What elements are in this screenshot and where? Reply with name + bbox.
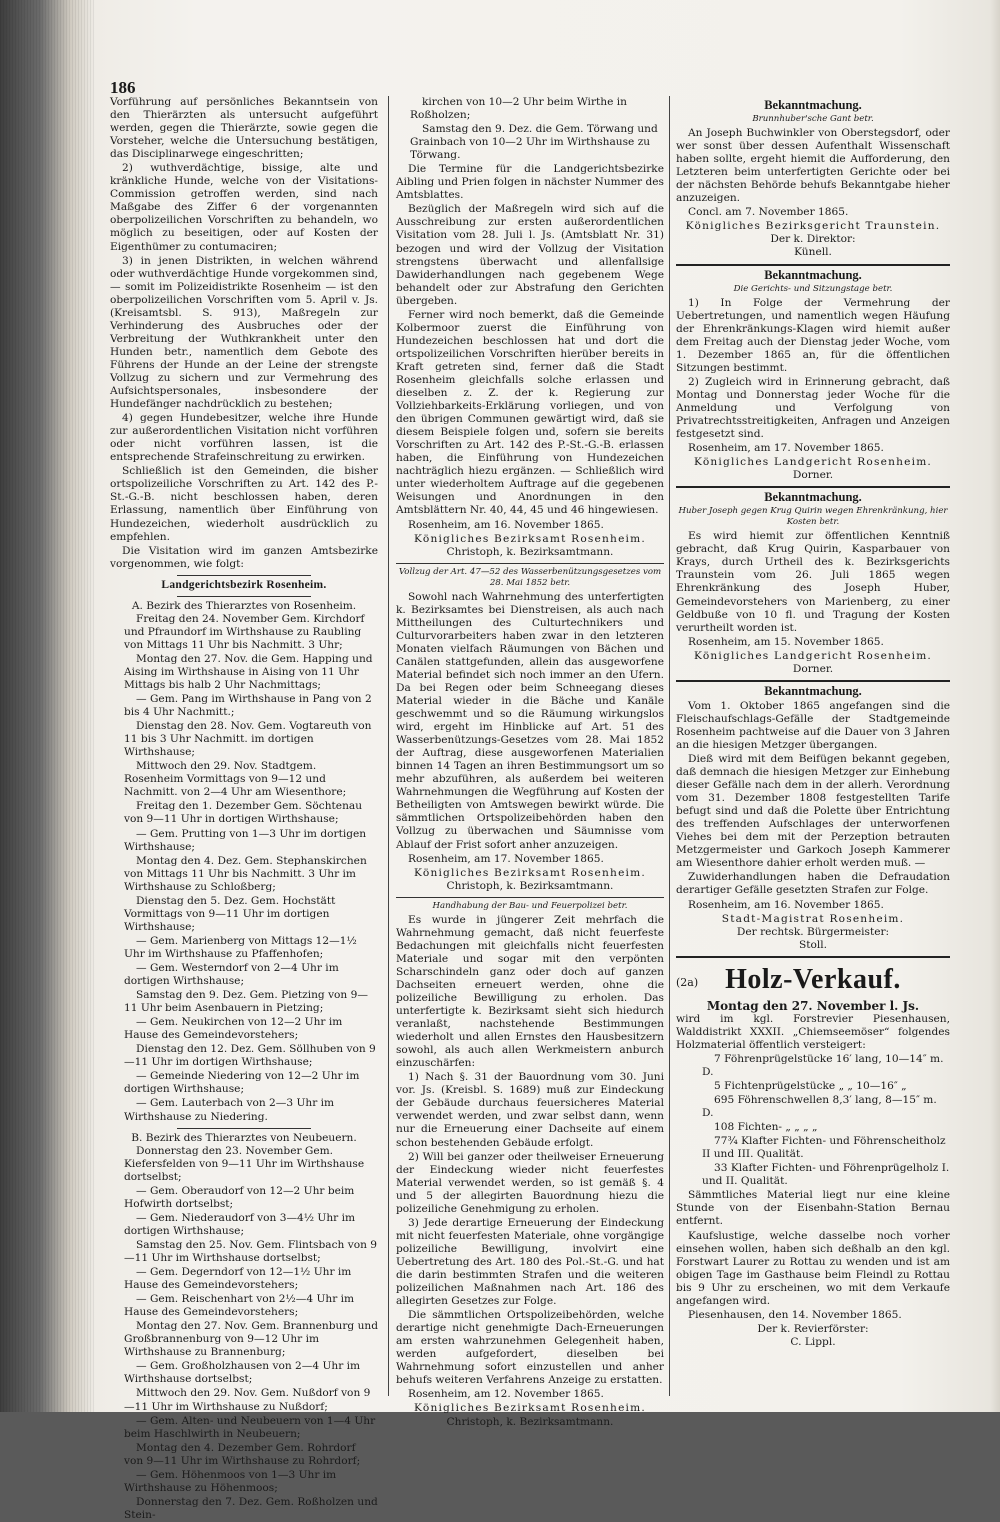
wood-lot-list bbox=[676, 1053, 950, 1188]
notice-date: Rosenheim, am 17. November 1865. bbox=[688, 442, 884, 455]
schedule-entry: Samstag den 25. Nov. Gem. Flintsbach von 9—11 Uhr im Wirthshause dortselbst; bbox=[124, 1238, 378, 1264]
page-number: 186 bbox=[110, 78, 136, 97]
notice-date: Rosenheim, am 12. November 1865. bbox=[408, 1388, 604, 1401]
schedule-entry: Samstag den 9. Dez. Gem. Pietzing von 9—11 Uhr beim Asenbauern in Pietzing; bbox=[124, 989, 368, 1015]
signature: C. Lippl. bbox=[790, 1335, 836, 1348]
schedule-entry: — Gem. Degerndorf von 12—1½ Uhr im Hause des Gemeindevorstehers; bbox=[124, 1266, 352, 1292]
newspaper-page bbox=[110, 66, 950, 1521]
schedule-entry: Mittwoch den 29. Nov. Stadtgem. Rosenheim Vormittags von 9—12 und Nachmitt. von 2—4 Uhr am Wiesenthore; bbox=[124, 760, 347, 799]
notice-date: Rosenheim, am 15. November 1865. bbox=[688, 635, 884, 648]
schedule-entry: Dienstag den 5. Dez. Gem. Hochstätt Vormittags von 9—11 Uhr im dortigen Wirthshause; bbox=[124, 894, 336, 933]
signature: Künell. bbox=[794, 246, 832, 259]
notice-date: Rosenheim, am 16. November 1865. bbox=[408, 518, 604, 531]
paragraph: 1) Nach §. 31 der Bauordnung vom 30. Juni vor. Js. (Kreisbl. S. 1689) muß zur Eindeckung der Gebäude durchaus feuersicheres Material verwendet werden, und zwar selbst dann, wenn nur die Erneuerung einer Dachseite auf einem schon bestehenden Gebäude erfolgt. bbox=[396, 1071, 664, 1149]
divider bbox=[676, 680, 950, 682]
notice-subject: Handhabung der Bau- und Feuerpolizei betr. bbox=[432, 900, 628, 911]
signature: Christoph, k. Bezirksamtmann. bbox=[446, 1415, 614, 1428]
divider bbox=[676, 486, 950, 488]
issuing-office: Königliches Bezirksgericht Traunstein. bbox=[685, 220, 941, 233]
paragraph: Dieß wird mit dem Beifügen bekannt gegeben, daß demnach die hiesigen Metzger zur Einhebung dieser Gefälle nach dem in der allerh. Verordnung vom 31. Dezember 1808 festgestellten Tarife befugt sind und daß die Polette über Entrichtung des treffenden Aufschlages der unterworfenen Viehes bei dem mit der Perzeption betrauten Metzgermeister und Garkoch Joseph Kammerer am Wiesenthore dahier erholt werden muß. — bbox=[676, 753, 950, 870]
schedule-entry: Mittwoch den 29. Nov. Gem. Nußdorf von 9—11 Uhr im Wirthshause zu Nußdorf; bbox=[124, 1387, 371, 1413]
wood-lot-item: 695 Föhrenschwellen 8,3′ lang, 8—15″ m. D. bbox=[702, 1094, 937, 1120]
schedule-entry: — Gem. Marienberg von Mittags 12—1½ Uhr im Wirthshause zu Pfaffenhofen; bbox=[124, 934, 357, 960]
divider bbox=[177, 596, 311, 597]
notice-subject: Huber Joseph gegen Krug Quirin wegen Ehrenkränkung, hier Kosten betr. bbox=[678, 506, 948, 528]
column-1 bbox=[110, 96, 378, 1521]
notice-title: Bekanntmachung. bbox=[764, 683, 862, 698]
signature: Christoph, k. Bezirksamtmann. bbox=[446, 879, 614, 892]
wood-lot-item: 33 Klafter Fichten- und Föhrenprügelholz I. und II. Qualität. bbox=[702, 1162, 950, 1188]
divider bbox=[676, 264, 950, 266]
signer-role: Der rechtsk. Bürgermeister: bbox=[736, 925, 890, 938]
schedule-entry: — Gem. Lauterbach von 2—3 Uhr im Wirthshause zu Niedering. bbox=[124, 1097, 335, 1123]
schedule-entry: Samstag den 9. Dez. die Gem. Törwang und Grainbach von 10—2 Uhr im Wirthshause zu Törwang. bbox=[410, 123, 658, 162]
divider bbox=[676, 956, 950, 958]
paragraph: 2) Zugleich wird in Erinnerung gebracht, daß Montag und Donnerstag jeder Woche für die Anmeldung und Verfolgung von Privatrechtsstreitigkeiten, Anfragen und Anzeigen festgesetzt sind. bbox=[676, 375, 950, 441]
paragraph: Es wurde in jüngerer Zeit mehrfach die Wahrnehmung gemacht, daß nicht feuerfeste Bedachungen mit gleichfalls nicht feuerfesten Materiale und sogar mit den verpönten Scharschindeln ganz oder doch auf ganzen Dachseiten erneuert werden, ohne die polizeiliche Bewilligung zu erholen. Das unterfertigte k. Bezirksamt sieht sich hiedurch veranlaßt, nachstehende Bestimmungen wiederholt und allen Ernstes den Hausbesitzern sowohl, als auch allen Werkmeistern anburch einzuschärfen: bbox=[396, 913, 664, 1070]
schedule-entry: Montag den 4. Dezember Gem. Rohrdorf von 9—11 Uhr im Wirthshause zu Rohrdorf; bbox=[124, 1441, 361, 1467]
signature: Christoph, k. Bezirksamtmann. bbox=[446, 545, 614, 558]
signer-role: Der k. Direktor: bbox=[770, 233, 856, 246]
paragraph: Sowohl nach Wahrnehmung des unterfertigten k. Bezirksamtes bei Dienstreisen, als auch nach Mittheilungen des Culturtechnikers und Culturvorarbeiters haben zwar in den letzteren Monaten vielfach Räumungen von Bächen und Canälen stattgefunden, allein das ausgeworfene Material befindet sich noch immer an den Ufern. Da bei Regen oder beim Schneegang dieses Material wieder in die Bäche und Kanäle geschwemmt und so die Räumung wirkungslos wird, ergeht im Hinblicke auf Art. 51 des Wasserbenützungs-Gesetzes vom 28. Mai 1852 der Auftrag, diese ausgeworfenen Materialien binnen 14 Tagen an ihren Bestimmungsort um so mehr abzuführen, als außerdem bei weiteren Wahrnehmungen die Wegführung auf Kosten der Betheiligten von Amtswegen bewirkt würde. Die sämmtlichen Ortspolizeibehörden haben den Vollzug zu überwachen und Säumnisse vom Ablauf der Frist sofort anher anzuzeigen. bbox=[396, 590, 664, 851]
paragraph: 2) Will bei ganzer oder theilweiser Erneuerung der Eindeckung wieder nicht feuerfestes Material verwendet werden, so ist gemäß §. 4 und 5 der allegirten Bauordnung hiezu die polizeiliche Genehmigung zu erholen. bbox=[396, 1150, 664, 1215]
paragraph: Vom 1. Oktober 1865 angefangen sind die Fleischaufschlags-Gefälle der Stadtgemeinde Rosenheim pachtweise auf die Dauer von 3 Jahren an die hiesigen Metzger übergangen. bbox=[676, 699, 950, 751]
paragraph: Vorführung auf persönliches Bekanntsein von den Thierärzten als untersucht aufgeführt werden, gegen die Thierärzte, sowie gegen die Vorsteher, welche die Untersuchung bestätigen, das Disciplinarwege eingeschritten; bbox=[110, 96, 378, 161]
paragraph: wird im kgl. Forstrevier Piesenhausen, Walddistrikt XXXII. „Chiemseemöser“ folgendes Holzmaterial öffentlich versteigert: bbox=[676, 1012, 950, 1051]
divider bbox=[396, 897, 664, 898]
signature: Dorner. bbox=[792, 469, 834, 482]
issuing-office: Königliches Bezirksamt Rosenheim. bbox=[414, 866, 646, 879]
paragraph: Kaufslustige, welche dasselbe noch vorher einsehen wollen, haben sich deßhalb an den kgl. Forstwart Laurer zu Rottau zu wenden und ist am obigen Tage im Gasthause beim Fleindl zu Rottau bis 9 Uhr zu erscheinen, wo mit dem Verkaufe angefangen wird. bbox=[676, 1229, 950, 1307]
signature: Stoll. bbox=[798, 938, 828, 951]
issuing-office: Stadt-Magistrat Rosenheim. bbox=[721, 912, 905, 925]
notice-date: Concl. am 7. November 1865. bbox=[688, 206, 849, 219]
schedule-entry: Donnerstag den 23. November Gem. Kiefersfelden von 9—11 Uhr im Wirthshause dortselbst; bbox=[124, 1144, 365, 1183]
divider bbox=[396, 563, 664, 564]
schedule-entry: — Gem. Reischenhart von 2½—4 Uhr im Hause des Gemeindevorstehers; bbox=[124, 1293, 355, 1319]
section-heading: A. Bezirk des Thierarztes von Rosenheim. bbox=[131, 599, 357, 612]
paragraph: Bezüglich der Maßregeln wird sich auf die Ausschreibung zur ersten außerordentlichen Visitation vom 28. Juli l. Js. (Amtsblatt Nr. 31) bezogen und wird der Vollzug der Visitation strengstens überwacht und allenfallsige Dawiderhandlungen nach gegebenem Wege behandelt oder zur Abstrafung den Gerichten übergeben. bbox=[396, 203, 664, 307]
paragraph: 3) in jenen Distrikten, in welchen während oder wuthverdächtige Hunde vorgekommen sind, — somit im Polizeidistrikte Rosenheim — ist den oberpolizeilichen Vorschriften vom 5. April v. Js. (Kreisamtsbl. S. 913), Maßregeln zur Verhinderung des Ausbruches oder der Verbreitung der Wuthkrankheit unter den Hunden betr., namentlich dem Gebote des Führens der Hunde an der Leine der strengste Vollzug zu sichern und zur Vermehrung des Aufsichtspersonales, insbesondere der Hundefänger nachdrücklich zu bestehen; bbox=[110, 254, 378, 411]
schedule-entry: Montag den 4. Dez. Gem. Stephanskirchen von Mittags 11 Uhr bis Nachmitt. 3 Uhr im Wirthshause zu Schloßberg; bbox=[124, 854, 367, 893]
divider bbox=[177, 1128, 311, 1129]
book-gutter-edge bbox=[0, 0, 95, 1412]
column-divider bbox=[388, 96, 389, 1396]
notice-title: Bekanntmachung. bbox=[764, 490, 862, 505]
schedule-entry: — Gem. Alten- und Neubeuern von 1—4 Uhr beim Haschlwirth in Neubeuern; bbox=[124, 1414, 376, 1440]
schedule-entry: — Gem. Großholzhausen von 2—4 Uhr im Wirthshause dortselbst; bbox=[124, 1360, 361, 1386]
notice-date: Rosenheim, am 17. November 1865. bbox=[408, 852, 604, 865]
paragraph: Es wird hiemit zur öffentlichen Kenntniß gebracht, daß Krug Quirin, Kasparbauer von Krays, durch Urtheil des k. Bezirksgerichts Traunstein vom 26. Juli 1865 wegen Ehrenkränkung des Joseph Huber, Gemeindevorstehers von Marienberg, zu einer Geldbuße von 10 fl. und Tragung der Kosten verurtheilt worden ist. bbox=[676, 530, 950, 634]
schedule-entry: Donnerstag den 7. Dez. Gem. Roßholzen und Stein- bbox=[124, 1495, 378, 1521]
notice-subject: Die Gerichts- und Sitzungstage betr. bbox=[733, 283, 893, 294]
wood-lot-item: 77¾ Klafter Fichten- und Föhrenscheitholz II und III. Qualität. bbox=[702, 1135, 946, 1161]
notice-subject: Brunnhuber'sche Gant betr. bbox=[752, 114, 874, 125]
schedule-entry: kirchen von 10—2 Uhr beim Wirthe in Roßholzen; bbox=[410, 96, 627, 122]
schedule-entry: — Gemeinde Niedering von 12—2 Uhr im dortigen Wirthshause; bbox=[124, 1070, 360, 1096]
paragraph: Schließlich ist den Gemeinden, die bisher ortspolizeiliche Vorschriften zu Art. 142 des P.-St.-G.-B. nicht beschlossen haben, deren Erlassung, namentlich über Einführung von Hundezeichen, wiederholt ausdrücklich zu empfehlen. bbox=[110, 465, 378, 543]
schedule-entry: — Gem. Neukirchen von 12—2 Uhr im Hause des Gemeindevorstehers; bbox=[124, 1016, 343, 1042]
wood-lot-item: 7 Föhrenprügelstücke 16′ lang, 10—14″ m. D. bbox=[702, 1052, 944, 1078]
schedule-entry: Montag den 27. Nov. Gem. Brannenburg und Großbrannenburg von 9—12 Uhr im Wirthshause zu Brannenburg; bbox=[124, 1320, 378, 1359]
schedule-entry: — Gem. Westerndorf von 2—4 Uhr im dortigen Wirthshause; bbox=[124, 962, 339, 988]
schedule-entry: Dienstag den 28. Nov. Gem. Vogtareuth von 11 bis 3 Uhr Nachmitt. im dortigen Wirthshause; bbox=[124, 720, 372, 759]
notice-date: Rosenheim, am 16. November 1865. bbox=[688, 898, 884, 911]
paragraph: 3) Jede derartige Erneuerung der Eindeckung mit nicht feuerfesten Materiale, ohne vorgängige polizeiliche Bewilligung, involvirt eine Uebertretung des Art. 180 des Pol.-St.-G. und hat die darin bestimmten Strafen und die weiteren polizeilichen Maßnahmen nach Art. 186 des allegirten Gesetzes zur Folge. bbox=[396, 1216, 664, 1308]
notice-title: Bekanntmachung. bbox=[764, 267, 862, 282]
paragraph: Sämmtliches Material liegt nur eine kleine Stunde von der Eisenbahn-Station Bernau entfernt. bbox=[676, 1189, 950, 1228]
divider bbox=[177, 575, 311, 576]
paragraph: Zuwiderhandlungen haben die Defraudation derartiger Gefälle gesetzten Strafen zur Folge. bbox=[676, 871, 950, 897]
ad-number: (2a) bbox=[676, 975, 699, 989]
schedule-entry: — Gem. Höhenmoos von 1—3 Uhr im Wirthshause zu Höhenmoos; bbox=[124, 1468, 337, 1494]
column-divider bbox=[669, 96, 670, 1396]
schedule-entry: Dienstag den 12. Dez. Gem. Söllhuben von 9—11 Uhr im dortigen Wirthshause; bbox=[124, 1043, 376, 1069]
paragraph: 2) wuthverdächtige, bissige, alte und kränkliche Hunde, welche von der Visitations-Commission getroffen werden, sind nach Maßgabe des Ziffer 6 der vorgenannten oberpolizeilichen Vorschriften zu behandeln, wo möglich zu beseitigen, oder auf Kosten der Eigenthümer zu contumaciren; bbox=[110, 162, 378, 253]
paragraph: Die Termine für die Landgerichtsbezirke Aibling und Prien folgen in nächster Nummer des Amtsblattes. bbox=[396, 163, 664, 202]
schedule-list bbox=[110, 1145, 378, 1522]
schedule-entry: — Gem. Pang im Wirthshause in Pang von 2 bis 4 Uhr Nachmitt.; bbox=[124, 693, 372, 719]
paragraph: 1) In Folge der Vermehrung der Uebertretungen, und namentlich wegen Häufung der Ehrenkränkungs-Klagen wird hiemit außer dem Freitag auch der Dienstag jeder Woche, vom 1. Dezember 1865 an, für die öffentlichen Sitzungen bestimmt. bbox=[676, 296, 950, 374]
section-heading: B. Bezirk des Thierarztes von Neubeuern. bbox=[131, 1131, 357, 1144]
paragraph: Die Visitation wird im ganzen Amtsbezirke vorgenommen, wie folgt: bbox=[110, 544, 378, 570]
column-2 bbox=[396, 96, 664, 1428]
schedule-list bbox=[110, 613, 378, 1124]
advert-title: Holz-Verkauf. bbox=[725, 963, 901, 995]
district-title: Landgerichtsbezirk Rosenheim. bbox=[161, 578, 327, 591]
paragraph: An Joseph Buchwinkler von Oberstegsdorf, oder wer sonst über dessen Aufenthalt Wissenschaft haben sollte, ergeht hiemit die Aufforderung, den Letzteren beim unterfertigten Gerichte oder bei der nächsten Behörde behufs Bekanntgabe hieher anzuzeigen. bbox=[676, 127, 950, 205]
paragraph: Die sämmtlichen Ortspolizeibehörden, welche derartige nicht genehmigte Dach-Erneuerungen am ersten wahrzunehmen Gelegenheit haben, werden aufgefordert, dieselben bei Wahrnehmung sofort einzustellen und anher behufs weiteren Verfahrens Anzeige zu erstatten. bbox=[396, 1309, 664, 1387]
paragraph: 4) gegen Hundebesitzer, welche ihre Hunde zur außerordentlichen Visitation nicht vorführen oder nicht vorführen lassen, ist die entsprechende Strafeinschreitung zu erwirken. bbox=[110, 412, 378, 464]
schedule-entry: Freitag den 24. November Gem. Kirchdorf und Pfraundorf im Wirthshause zu Raubling von Mittags 11 Uhr bis Nachmitt. 3 Uhr; bbox=[124, 612, 365, 651]
auction-date: Montag den 27. November l. Js. bbox=[706, 998, 920, 1013]
issuing-office: Königliches Bezirksamt Rosenheim. bbox=[414, 1402, 646, 1415]
schedule-entry: Montag den 27. Nov. die Gem. Happing und Aising im Wirthshause in Aising von 11 Uhr Mittags bis halb 2 Uhr Nachmittags; bbox=[124, 652, 373, 692]
paragraph: Ferner wird noch bemerkt, daß die Gemeinde Kolbermoor zuerst die Einführung von Hundezeichen beschlossen hat und dort die ortspolizeilichen Vorschriften hierüber bereits in Kraft getreten sind, ferner daß die Stadt Rosenheim gleichfalls solche erlassen und dieselben z. Z. der k. Regierung zur Vollziehbarkeits-Erklärung vorliegen, und von den übrigen Communen gewärtigt wird, daß sie diesem Beispiele folgen und, sofern sie bereits Vorschriften zu Art. 142 des P.-St.-G.-B. erlassen haben, die Einführung von Hundezeichen nachträglich hiezu ergänzen. — Schließlich wird unter wiederholtem Auftrage auf die gegebenen Weisungen und Anordnungen in den Amtsblättern Nr. 40, 44, 45 und 46 hingewiesen. bbox=[396, 308, 664, 517]
notice-subject: Vollzug der Art. 47—52 des Wasserbenützungsgesetzes vom 28. Mai 1852 betr. bbox=[398, 566, 662, 588]
notice-title: Bekanntmachung. bbox=[764, 98, 862, 112]
schedule-entry: Freitag den 1. Dezember Gem. Söchtenau von 9—11 Uhr in dortigen Wirthshause; bbox=[124, 800, 363, 826]
issuing-office: Königliches Landgericht Rosenheim. bbox=[693, 649, 933, 662]
signer-role: Der k. Revierförster: bbox=[757, 1322, 869, 1335]
signature: Dorner. bbox=[792, 662, 834, 675]
wood-lot-item: 5 Fichtenprügelstücke „ „ 10—16″ „ bbox=[714, 1080, 907, 1092]
schedule-entry: — Gem. Prutting von 1—3 Uhr im dortigen Wirthshause; bbox=[124, 827, 367, 853]
issuing-office: Königliches Bezirksamt Rosenheim. bbox=[414, 532, 646, 545]
notice-date: Piesenhausen, den 14. November 1865. bbox=[688, 1308, 902, 1321]
wood-lot-item: 108 Fichten- „ „ „ „ bbox=[714, 1121, 818, 1134]
schedule-entry: — Gem. Niederaudorf von 3—4½ Uhr im dortigen Wirthshause; bbox=[124, 1211, 356, 1237]
issuing-office: Königliches Landgericht Rosenheim. bbox=[693, 456, 933, 469]
schedule-entry: — Gem. Oberaudorf von 12—2 Uhr beim Hofwirth dortselbst; bbox=[124, 1184, 355, 1210]
column-3 bbox=[676, 96, 950, 1396]
